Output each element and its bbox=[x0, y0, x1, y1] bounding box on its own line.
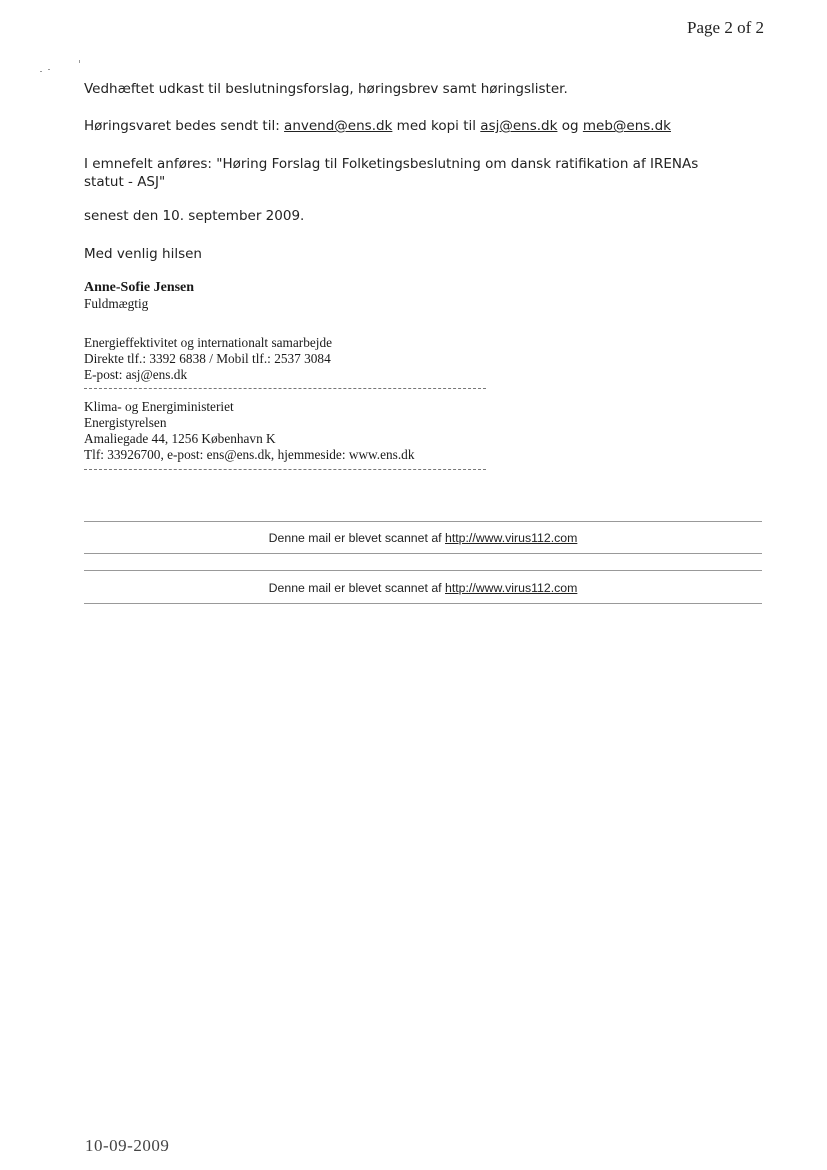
deadline-line: senest den 10. september 2009. bbox=[84, 208, 305, 224]
scan-notice bbox=[84, 531, 762, 545]
horizontal-rule bbox=[84, 521, 762, 522]
closing-line: Med venlig hilsen bbox=[84, 246, 202, 262]
scan-notice-link[interactable]: http://www.virus112.com bbox=[445, 531, 578, 545]
agency-name: Energistyrelsen bbox=[84, 415, 167, 430]
scan-notice-link[interactable]: http://www.virus112.com bbox=[445, 581, 578, 595]
contact-line: Tlf: 33926700, e-post: ens@ens.dk, hjemmeside: www.ens.dk bbox=[84, 447, 415, 462]
subject-line-2: statut - ASJ" bbox=[84, 174, 166, 190]
scan-speck bbox=[79, 60, 80, 63]
send-to-prefix: Høringsvaret bedes sendt til: bbox=[84, 118, 280, 134]
page-number: Page 2 of 2 bbox=[687, 18, 764, 37]
signature-block bbox=[84, 280, 194, 312]
scan-notice-text: Denne mail er blevet scannet af bbox=[268, 531, 442, 545]
copy-email-link-1[interactable]: asj@ens.dk bbox=[480, 118, 558, 134]
email-address: E-post: asj@ens.dk bbox=[84, 367, 188, 382]
department-block bbox=[84, 335, 332, 383]
scan-notice-text: Denne mail er blevet scannet af bbox=[268, 581, 442, 595]
copy-joiner: og bbox=[561, 118, 579, 134]
dashed-divider bbox=[84, 388, 486, 389]
attachment-line: Vedhæftet udkast til beslutningsforslag, høringsbrev samt høringslister. bbox=[84, 81, 568, 97]
send-to-email-link[interactable]: anvend@ens.dk bbox=[284, 118, 393, 134]
scan-notice bbox=[84, 581, 762, 595]
phone-numbers: Direkte tlf.: 3392 6838 / Mobil tlf.: 2537 3084 bbox=[84, 351, 331, 366]
horizontal-rule bbox=[84, 570, 762, 571]
signature-name: Anne-Sofie Jensen bbox=[84, 280, 195, 295]
copy-email-link-2[interactable]: meb@ens.dk bbox=[582, 118, 671, 134]
horizontal-rule bbox=[84, 603, 762, 604]
signature-title: Fuldmægtig bbox=[84, 296, 149, 311]
subject-line bbox=[84, 155, 698, 191]
copy-prefix: med kopi til bbox=[396, 118, 476, 134]
ministry-name: Klima- og Energiministeriet bbox=[84, 399, 234, 414]
subject-line-1: I emnefelt anføres: "Høring Forslag til Folketingsbeslutning om dansk ratifikation af IRENAs bbox=[84, 156, 699, 172]
horizontal-rule bbox=[84, 553, 762, 554]
ministry-block bbox=[84, 399, 414, 463]
department: Energieffektivitet og internationalt samarbejde bbox=[84, 335, 332, 350]
send-to-line bbox=[84, 117, 671, 135]
address: Amaliegade 44, 1256 København K bbox=[84, 431, 276, 446]
dashed-divider bbox=[84, 469, 486, 470]
scan-speck bbox=[48, 69, 50, 70]
scan-speck bbox=[40, 71, 42, 72]
footer-date: 10-09-2009 bbox=[85, 1136, 170, 1155]
